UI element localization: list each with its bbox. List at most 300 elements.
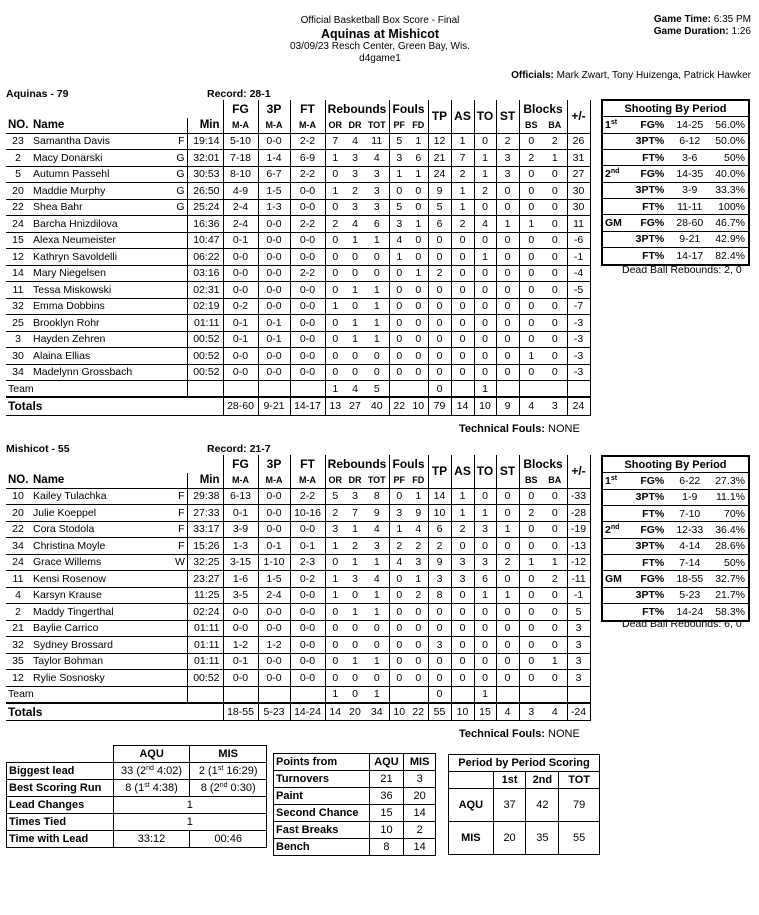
stat-as: 0 xyxy=(451,364,474,381)
player-row xyxy=(6,620,590,637)
stat-st: 0 xyxy=(496,364,519,381)
total-tp: 5-23 xyxy=(258,703,290,721)
stat-tot: 4 xyxy=(365,150,389,167)
shooting-row xyxy=(603,522,748,538)
stat-as: 0 xyxy=(451,587,474,604)
stat-name: Cora Stodola xyxy=(30,521,175,538)
stat-tot: 0 xyxy=(365,364,389,381)
stat-fg: 0-0 xyxy=(223,364,258,381)
stat-bs: 0 xyxy=(519,521,543,538)
stat-or: 2 xyxy=(325,505,345,522)
dead-ball-rebounds-aquinas: Dead Ball Rebounds: 2, 0 xyxy=(622,264,742,276)
team-bs xyxy=(519,381,543,398)
shooting-made-att: 1-9 xyxy=(664,489,715,505)
stat-tp: 0-0 xyxy=(258,653,290,670)
stat-pos xyxy=(175,298,187,315)
stat-pts: 14 xyxy=(428,488,451,505)
period-number: 1 xyxy=(605,118,611,131)
stat-no: 10 xyxy=(6,488,30,505)
stat-st: 0 xyxy=(496,670,519,687)
shooting-pct: 36.4% xyxy=(715,522,748,538)
technical-fouls-aquinas xyxy=(459,423,580,435)
stat-st: 3 xyxy=(496,166,519,183)
stat-pf: 1 xyxy=(389,166,409,183)
stat-pts: 5 xyxy=(428,199,451,216)
stat-ba: 0 xyxy=(543,216,567,233)
stat-min: 02:24 xyxy=(187,604,223,621)
shooting-stat: FG% xyxy=(628,522,664,538)
stat-fd: 6 xyxy=(409,150,428,167)
stat-tot: 1 xyxy=(365,331,389,348)
player-row xyxy=(6,505,590,522)
points-from-category: Bench xyxy=(274,839,370,856)
stat-pts: 0 xyxy=(428,298,451,315)
stat-pos: G xyxy=(175,166,187,183)
stat-ba: 1 xyxy=(543,150,567,167)
shooting-stat: FT% xyxy=(628,198,664,214)
stat-pf: 1 xyxy=(389,249,409,266)
stat-pm: -3 xyxy=(567,331,590,348)
stat-fd: 1 xyxy=(409,265,428,282)
points-from-mis: 2 xyxy=(404,822,436,839)
tech-label: Technical Fouls: xyxy=(459,423,545,435)
technical-fouls-mishicot xyxy=(459,728,580,740)
stat-or: 0 xyxy=(325,620,345,637)
stat-or: 0 xyxy=(325,315,345,332)
stat-fd: 1 xyxy=(409,216,428,233)
team-tp xyxy=(258,686,290,703)
stat-pos xyxy=(175,216,187,233)
stat-no: 24 xyxy=(6,554,30,571)
shooting-stat: FG% xyxy=(628,117,664,133)
col-head-ba: BA xyxy=(543,473,567,488)
header-spacer xyxy=(6,100,223,118)
team-ba xyxy=(543,381,567,398)
box-score-table xyxy=(6,100,591,416)
stat-as: 2 xyxy=(451,166,474,183)
team-title-mishicot: Mishicot - 55 xyxy=(6,443,70,455)
stat-dr: 7 xyxy=(345,505,365,522)
stat-pm: -19 xyxy=(567,521,590,538)
total-st: 9 xyxy=(496,397,519,415)
game-time: 6:35 PM xyxy=(713,14,751,25)
shooting-made-att: 11-11 xyxy=(664,198,715,214)
stat-fd: 0 xyxy=(409,620,428,637)
stat-tot: 1 xyxy=(365,282,389,299)
stat-dr: 0 xyxy=(345,348,365,365)
period-number: GM xyxy=(605,572,622,585)
shooting-stat: FT% xyxy=(628,554,664,570)
stat-pos xyxy=(175,670,187,687)
stat-min: 11:25 xyxy=(187,587,223,604)
stat-pos xyxy=(175,364,187,381)
stat-pos: F xyxy=(175,521,187,538)
stat-bs: 0 xyxy=(519,315,543,332)
stat-pos xyxy=(175,249,187,266)
shooting-pct: 82.4% xyxy=(715,249,745,262)
shooting-title: Shooting By Period xyxy=(603,457,748,473)
stat-ba: 0 xyxy=(543,637,567,654)
stat-pts: 0 xyxy=(428,364,451,381)
stat-pts: 9 xyxy=(428,183,451,200)
stat-ft: 0-0 xyxy=(290,670,325,687)
stat-pf: 0 xyxy=(389,282,409,299)
shooting-period xyxy=(603,522,628,538)
team-fg xyxy=(223,381,258,398)
stat-pts: 24 xyxy=(428,166,451,183)
stat-fd: 0 xyxy=(409,364,428,381)
stat-fd: 1 xyxy=(409,571,428,588)
stat-no: 20 xyxy=(6,505,30,522)
stat-ba: 0 xyxy=(543,315,567,332)
stat-ft: 0-0 xyxy=(290,637,325,654)
stat-pm: 3 xyxy=(567,670,590,687)
stat-name: Kensi Rosenow xyxy=(30,571,175,588)
totals-row xyxy=(6,397,590,415)
shooting-stat: FT% xyxy=(642,249,665,262)
stat-bs: 0 xyxy=(519,620,543,637)
col-head-pos xyxy=(175,473,187,488)
lead-changes-label: Lead Changes xyxy=(7,797,114,814)
team-fd xyxy=(409,686,428,703)
stat-no: 12 xyxy=(6,249,30,266)
points-from-category: Fast Breaks xyxy=(274,822,370,839)
col-head-as: AS xyxy=(451,455,474,488)
stat-st: 0 xyxy=(496,265,519,282)
stat-ba: 0 xyxy=(543,282,567,299)
stat-or: 0 xyxy=(325,199,345,216)
stat-dr: 1 xyxy=(345,331,365,348)
stat-fg: 2-4 xyxy=(223,199,258,216)
stat-pf: 0 xyxy=(389,587,409,604)
col-head-plusminus: +/- xyxy=(567,100,590,133)
shooting-stat: FT% xyxy=(628,150,664,166)
stat-pm: 3 xyxy=(567,637,590,654)
stat-no: 14 xyxy=(6,265,30,282)
team-st xyxy=(496,381,519,398)
stat-name: Tessa Miskowski xyxy=(30,282,175,299)
stat-pf: 2 xyxy=(389,538,409,555)
col-head-fg: FG xyxy=(223,100,258,118)
biggest-lead-mis: 2 (1st 16:29) xyxy=(190,763,267,780)
stat-min: 00:52 xyxy=(187,670,223,687)
points-from-category: Paint xyxy=(274,788,370,805)
stat-ft: 0-0 xyxy=(290,348,325,365)
shooting-pct: 28.6% xyxy=(715,538,748,554)
stat-tp: 0-0 xyxy=(258,488,290,505)
stat-fg: 0-1 xyxy=(223,331,258,348)
stat-st: 0 xyxy=(496,199,519,216)
stat-no: 3 xyxy=(6,331,30,348)
shooting-row xyxy=(603,506,748,522)
stat-name: Mary Niegelsen xyxy=(30,265,175,282)
stat-bs: 1 xyxy=(519,554,543,571)
header-spacer xyxy=(6,455,223,473)
shooting-period xyxy=(603,133,628,149)
stat-min: 01:11 xyxy=(187,315,223,332)
col-head-rebounds: Rebounds xyxy=(325,455,389,473)
points-from-label: Points from xyxy=(274,754,370,771)
stat-fd: 3 xyxy=(409,554,428,571)
shooting-period xyxy=(603,182,628,198)
stat-pts: 0 xyxy=(428,670,451,687)
stat-pm: -3 xyxy=(567,348,590,365)
team-fg xyxy=(223,686,258,703)
shooting-period xyxy=(603,489,628,505)
stat-as: 0 xyxy=(451,315,474,332)
stat-as: 0 xyxy=(451,637,474,654)
stat-pm: -1 xyxy=(567,249,590,266)
stat-st: 2 xyxy=(496,554,519,571)
total-fd: 22 xyxy=(409,703,428,721)
stat-pf: 0 xyxy=(389,604,409,621)
period-suffix: nd xyxy=(610,524,620,532)
shooting-table xyxy=(603,473,748,620)
shooting-made-att: 3-6 xyxy=(664,150,715,166)
stat-to: 0 xyxy=(474,232,496,249)
stat-tp: 0-0 xyxy=(258,348,290,365)
stat-fg: 6-13 xyxy=(223,488,258,505)
stat-tot: 8 xyxy=(365,488,389,505)
stat-st: 0 xyxy=(496,249,519,266)
col-head-name: Name xyxy=(30,118,175,133)
period-row-tot: 55 xyxy=(559,822,600,855)
stat-tot: 0 xyxy=(365,637,389,654)
stat-to: 1 xyxy=(474,587,496,604)
shooting-row xyxy=(603,198,748,214)
shooting-period xyxy=(603,587,628,603)
stat-bs: 0 xyxy=(519,183,543,200)
stat-min: 00:52 xyxy=(187,364,223,381)
stat-bs: 0 xyxy=(519,364,543,381)
stat-to: 1 xyxy=(474,505,496,522)
stat-ba: 0 xyxy=(543,199,567,216)
total-to: 15 xyxy=(474,703,496,721)
team-st xyxy=(496,686,519,703)
stat-fg: 0-2 xyxy=(223,298,258,315)
col-head-fd: FD xyxy=(409,473,428,488)
stat-pf: 0 xyxy=(389,348,409,365)
player-row xyxy=(6,653,590,670)
stat-pts: 6 xyxy=(428,216,451,233)
stat-ba: 1 xyxy=(543,554,567,571)
points-from-mis: 3 xyxy=(404,771,436,788)
stat-as: 0 xyxy=(451,604,474,621)
stat-no: 23 xyxy=(6,133,30,150)
shooting-row xyxy=(603,117,748,133)
stat-pts: 0 xyxy=(428,249,451,266)
team-pts: 0 xyxy=(428,381,451,398)
stat-to: 0 xyxy=(474,538,496,555)
stat-st: 1 xyxy=(496,521,519,538)
stat-pts: 9 xyxy=(428,554,451,571)
stat-no: 20 xyxy=(6,183,30,200)
stat-name: Maddie Murphy xyxy=(30,183,175,200)
total-dr: 20 xyxy=(345,703,365,721)
stat-min: 00:52 xyxy=(187,331,223,348)
stat-to: 1 xyxy=(474,249,496,266)
stat-pos xyxy=(175,587,187,604)
team-ft xyxy=(290,686,325,703)
stat-to: 3 xyxy=(474,521,496,538)
stat-pts: 0 xyxy=(428,282,451,299)
total-pts: 55 xyxy=(428,703,451,721)
stat-min: 29:38 xyxy=(187,488,223,505)
stat-tp: 1-5 xyxy=(258,571,290,588)
col-head-st: ST xyxy=(496,455,519,488)
stat-pm: -3 xyxy=(567,315,590,332)
stat-tp: 0-0 xyxy=(258,133,290,150)
shooting-pct: 27.3% xyxy=(715,473,748,489)
team-bs xyxy=(519,686,543,703)
stat-pts: 0 xyxy=(428,620,451,637)
stat-tp: 0-1 xyxy=(258,331,290,348)
col-head-3p: 3P xyxy=(258,455,290,473)
team-min xyxy=(187,686,223,703)
venue-line: 03/09/23 Resch Center, Green Bay, Wis. xyxy=(290,41,470,52)
stat-min: 25:24 xyxy=(187,199,223,216)
shooting-period xyxy=(603,231,628,247)
stat-to: 0 xyxy=(474,637,496,654)
col-head-dr: DR xyxy=(345,473,365,488)
stat-as: 0 xyxy=(451,670,474,687)
stat-st: 0 xyxy=(496,331,519,348)
stat-name: Kailey Tulachka xyxy=(30,488,175,505)
stat-min: 16:36 xyxy=(187,216,223,233)
stat-min: 23:27 xyxy=(187,571,223,588)
stat-tp: 0-0 xyxy=(258,604,290,621)
stat-or: 0 xyxy=(325,670,345,687)
stat-name: Hayden Zehren xyxy=(30,331,175,348)
shooting-stat: FG% xyxy=(628,571,664,587)
best-run-aqu: 8 (1st 4:38) xyxy=(113,780,190,797)
team-record-mishicot: Record: 21-7 xyxy=(207,443,271,455)
total-bs: 4 xyxy=(519,397,543,415)
stat-fd: 0 xyxy=(409,653,428,670)
total-tot: 40 xyxy=(365,397,389,415)
stat-fg: 1-6 xyxy=(223,571,258,588)
stat-pts: 0 xyxy=(428,604,451,621)
shooting-row xyxy=(603,166,748,182)
stat-ft: 6-9 xyxy=(290,150,325,167)
stat-ba: 0 xyxy=(543,166,567,183)
best-run-mis: 8 (2nd 0:30) xyxy=(190,780,267,797)
shooting-period xyxy=(603,538,628,554)
stat-pm: 27 xyxy=(567,166,590,183)
period-head-1st: 1st xyxy=(493,772,526,789)
shooting-made-att: 14-25 xyxy=(664,117,715,133)
stat-pts: 21 xyxy=(428,150,451,167)
stat-dr: 4 xyxy=(345,133,365,150)
shooting-period xyxy=(603,506,628,522)
team-to: 1 xyxy=(474,381,496,398)
stat-ft: 0-0 xyxy=(290,298,325,315)
stat-as: 0 xyxy=(451,232,474,249)
stat-or: 1 xyxy=(325,150,345,167)
stat-ba: 1 xyxy=(543,653,567,670)
stat-pf: 4 xyxy=(389,232,409,249)
stat-tp: 0-0 xyxy=(258,265,290,282)
player-row xyxy=(6,298,590,315)
total-ft: 14-24 xyxy=(290,703,325,721)
stat-fg: 0-0 xyxy=(223,348,258,365)
stat-pf: 1 xyxy=(389,521,409,538)
stat-bs: 0 xyxy=(519,571,543,588)
stat-or: 1 xyxy=(325,571,345,588)
stat-pts: 12 xyxy=(428,133,451,150)
stat-or: 5 xyxy=(325,488,345,505)
stat-dr: 0 xyxy=(345,265,365,282)
stat-tot: 3 xyxy=(365,538,389,555)
stat-tp: 0-0 xyxy=(258,298,290,315)
shooting-stat: 3PT% xyxy=(628,133,664,149)
stat-name: Macy Donarski xyxy=(30,150,175,167)
points-from-aqu: 8 xyxy=(369,839,404,856)
stat-as: 3 xyxy=(451,571,474,588)
points-from-head-aqu: AQU xyxy=(369,754,404,771)
stat-tp: 6-7 xyxy=(258,166,290,183)
stat-fd: 2 xyxy=(409,587,428,604)
stat-no: 34 xyxy=(6,364,30,381)
stat-or: 3 xyxy=(325,521,345,538)
stat-fd: 0 xyxy=(409,315,428,332)
team-pf xyxy=(389,381,409,398)
stat-to: 0 xyxy=(474,348,496,365)
stat-tot: 1 xyxy=(365,653,389,670)
stat-dr: 3 xyxy=(345,488,365,505)
stat-dr: 1 xyxy=(345,554,365,571)
stat-fd: 0 xyxy=(409,604,428,621)
stat-to: 0 xyxy=(474,298,496,315)
col-head-to: TO xyxy=(474,455,496,488)
shooting-stat: 3PT% xyxy=(628,231,664,247)
team-min xyxy=(187,381,223,398)
stat-min: 02:31 xyxy=(187,282,223,299)
stat-fd: 1 xyxy=(409,488,428,505)
shooting-pct: 70% xyxy=(715,506,748,522)
stat-no: 2 xyxy=(6,150,30,167)
stat-fd: 0 xyxy=(409,348,428,365)
team-row xyxy=(6,381,590,398)
stat-name: Barcha Hnizdilova xyxy=(30,216,175,233)
col-head-st: ST xyxy=(496,100,519,133)
stat-pts: 0 xyxy=(428,315,451,332)
stat-pos xyxy=(175,604,187,621)
stat-to: 0 xyxy=(474,364,496,381)
stat-min: 27:33 xyxy=(187,505,223,522)
col-head-blocks: Blocks xyxy=(519,455,567,473)
team-ba xyxy=(543,686,567,703)
stat-tp: 0-1 xyxy=(258,315,290,332)
stat-or: 1 xyxy=(325,538,345,555)
summary-head-aqu: AQU xyxy=(113,746,190,763)
stat-pf: 0 xyxy=(389,637,409,654)
shooting-pct: 58.3% xyxy=(715,605,745,618)
points-from-category: Turnovers xyxy=(274,771,370,788)
stat-pf: 0 xyxy=(389,265,409,282)
stat-tot: 4 xyxy=(365,571,389,588)
col-head-fd: FD xyxy=(409,118,428,133)
stat-ba: 0 xyxy=(543,670,567,687)
stat-dr: 2 xyxy=(345,538,365,555)
shooting-row xyxy=(603,489,748,505)
shooting-pct: 50.0% xyxy=(715,133,748,149)
game-duration: 1:26 xyxy=(731,26,751,37)
totals-row xyxy=(6,703,590,721)
stat-tp: 0-0 xyxy=(258,249,290,266)
col-head-ft: FT xyxy=(290,455,325,473)
stat-fd: 0 xyxy=(409,331,428,348)
